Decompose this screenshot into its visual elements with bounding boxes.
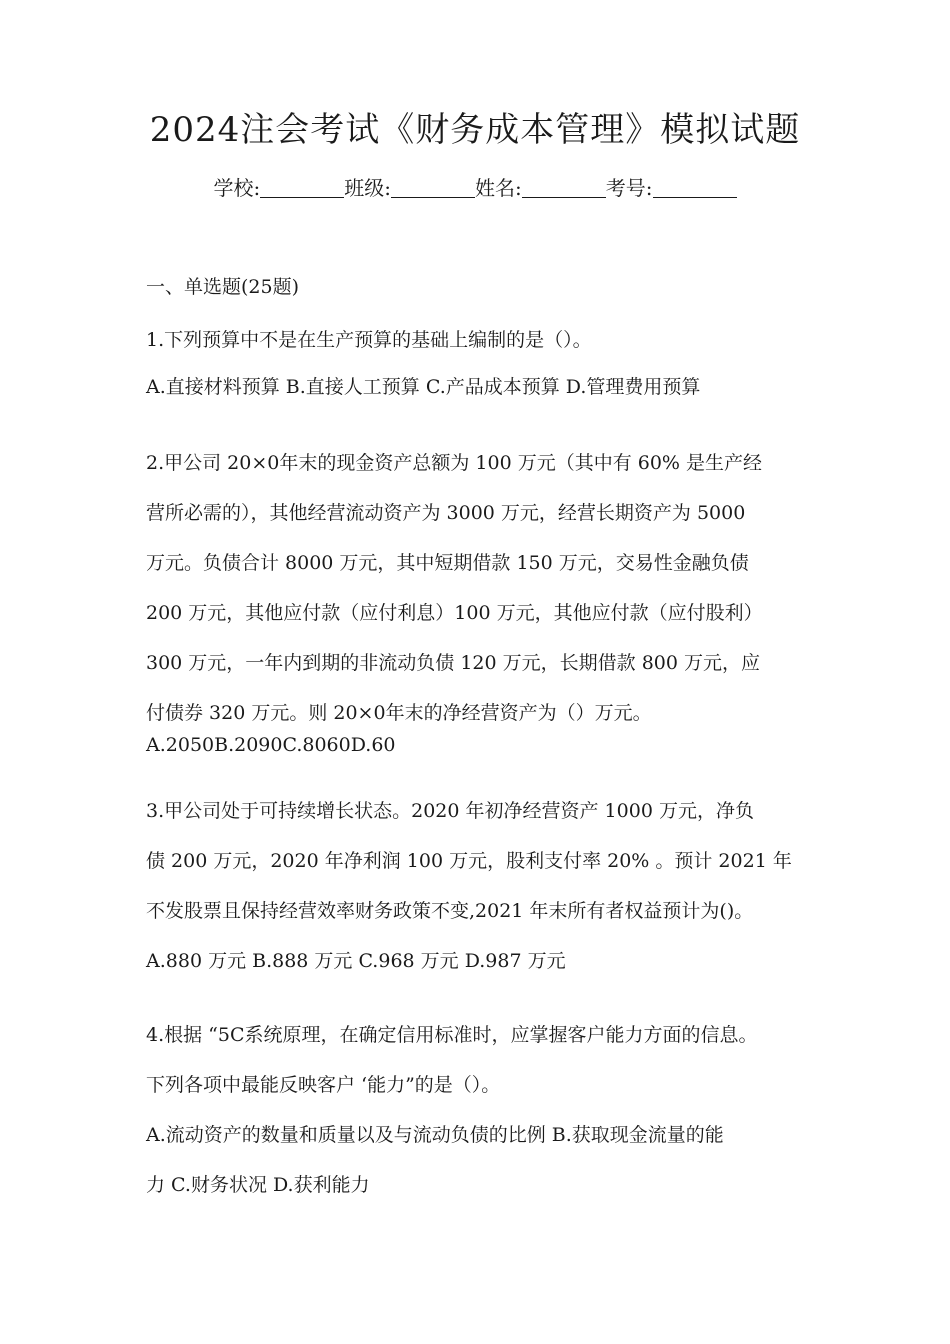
name-label: 姓名: [475, 176, 522, 200]
student-info-line [0, 172, 950, 201]
question-2-line-1: 2.甲公司 20×0年末的现金资产总额为 100 万元（其中有 60% 是生产经 [146, 452, 763, 474]
question-4-line-2: 下列各项中最能反映客户 ‘能力”的是（）。 [146, 1074, 501, 1096]
question-3-line-1: 3.甲公司处于可持续增长状态。2020 年初净经营资产 1000 万元，净负 [146, 800, 754, 822]
question-2-line-6: 付债券 320 万元。则 20×0年末的净经营资产为（）万元。 [146, 702, 652, 724]
question-4-options-line-2: 力 C.财务状况 D.获利能力 [146, 1174, 370, 1196]
question-2-options: A.2050B.2090C.8060D.60 [146, 734, 396, 756]
question-1-options: A.直接材料预算 B.直接人工预算 C.产品成本预算 D.管理费用预算 [146, 376, 701, 398]
school-blank [260, 179, 344, 198]
question-2-line-4: 200 万元，其他应付款（应付利息）100 万元，其他应付款（应付股利） [146, 602, 763, 624]
question-4-options-line-1: A.流动资产的数量和质量以及与流动负债的比例 B.获取现金流量的能 [146, 1124, 724, 1146]
exam-number-label: 考号: [605, 176, 653, 200]
question-3-line-2: 债 200 万元，2020 年净利润 100 万元，股利支付率 20% 。预计 2021 年 [146, 850, 792, 872]
page-title: 2024注会考试《财务成本管理》模拟试题 [149, 110, 801, 150]
question-3-options: A.880 万元 B.888 万元 C.968 万元 D.987 万元 [146, 950, 566, 972]
class-blank [391, 179, 475, 198]
question-2-line-3: 万元。负债合计 8000 万元，其中短期借款 150 万元，交易性金融负债 [146, 552, 749, 574]
section-heading: 一、单选题(25题) [146, 276, 300, 298]
name-blank [522, 179, 606, 198]
question-2-line-2: 营所必需的），其他经营流动资产为 3000 万元，经营长期资产为 5000 [146, 502, 746, 524]
school-label: 学校: [213, 176, 261, 200]
question-4-line-1: 4.根据 “5C系统原理，在确定信用标准时，应掌握客户能力方面的信息。 [146, 1024, 758, 1046]
question-2-line-5: 300 万元，一年内到期的非流动负债 120 万元，长期借款 800 万元，应 [146, 652, 760, 674]
question-3-line-3: 不发股票且保持经营效率财务政策不变,2021 年末所有者权益预计为()。 [146, 900, 754, 922]
class-label: 班级: [344, 176, 391, 200]
exam-number-blank [653, 179, 737, 198]
question-1-stem: 1.下列预算中不是在生产预算的基础上编制的是（）。 [146, 329, 592, 351]
